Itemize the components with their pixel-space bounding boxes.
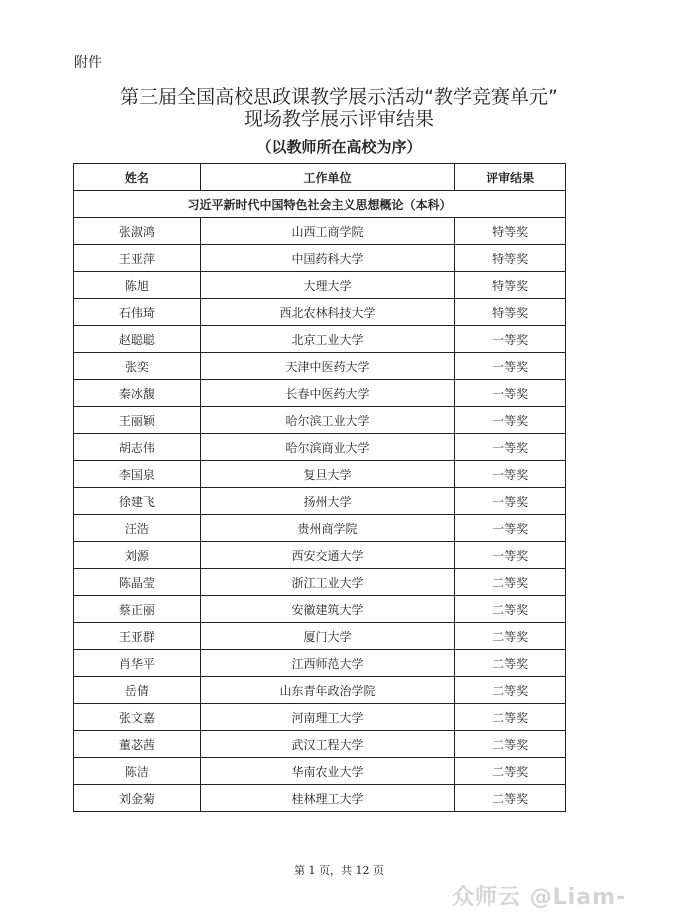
cell-name: 李国泉 bbox=[74, 461, 201, 488]
cell-name: 张淑鸿 bbox=[74, 218, 201, 245]
table-row bbox=[74, 461, 566, 488]
cell-result: 一等奖 bbox=[455, 407, 566, 434]
cell-name: 汪浩 bbox=[74, 515, 201, 542]
table-row bbox=[74, 218, 566, 245]
cell-result: 二等奖 bbox=[455, 650, 566, 677]
page-number: 第 1 页，共 12 页 bbox=[294, 864, 384, 877]
table-row bbox=[74, 677, 566, 704]
cell-result: 特等奖 bbox=[455, 272, 566, 299]
document-title-line2: 现场教学展示评审结果 bbox=[243, 108, 434, 130]
table-row bbox=[74, 569, 566, 596]
table-row bbox=[74, 542, 566, 569]
cell-workplace: 长春中医药大学 bbox=[200, 380, 454, 407]
cell-workplace: 山东青年政治学院 bbox=[200, 677, 454, 704]
cell-result: 二等奖 bbox=[455, 677, 566, 704]
table-header-row bbox=[74, 164, 566, 191]
cell-name: 张奕 bbox=[74, 353, 201, 380]
cell-result: 一等奖 bbox=[455, 542, 566, 569]
header-workplace: 工作单位 bbox=[200, 164, 454, 191]
cell-workplace: 武汉工程大学 bbox=[200, 731, 454, 758]
cell-result: 一等奖 bbox=[455, 461, 566, 488]
table-row bbox=[74, 245, 566, 272]
table-row bbox=[74, 758, 566, 785]
header-result: 评审结果 bbox=[455, 164, 566, 191]
cell-name: 王丽颖 bbox=[74, 407, 201, 434]
cell-result: 二等奖 bbox=[455, 785, 566, 812]
cell-workplace: 桂林理工大学 bbox=[200, 785, 454, 812]
cell-workplace: 扬州大学 bbox=[200, 488, 454, 515]
cell-workplace: 复旦大学 bbox=[200, 461, 454, 488]
cell-result: 特等奖 bbox=[455, 299, 566, 326]
cell-name: 张文嘉 bbox=[74, 704, 201, 731]
cell-result: 二等奖 bbox=[455, 569, 566, 596]
cell-name: 陈晶莹 bbox=[74, 569, 201, 596]
cell-workplace: 山西工商学院 bbox=[200, 218, 454, 245]
results-table bbox=[73, 163, 566, 812]
cell-name: 王亚群 bbox=[74, 623, 201, 650]
cell-name: 陈旭 bbox=[74, 272, 201, 299]
table-row bbox=[74, 623, 566, 650]
section-title: 习近平新时代中国特色社会主义思想概论（本科） bbox=[74, 191, 566, 218]
table-row bbox=[74, 704, 566, 731]
cell-workplace: 贵州商学院 bbox=[200, 515, 454, 542]
cell-result: 二等奖 bbox=[455, 623, 566, 650]
cell-result: 一等奖 bbox=[455, 353, 566, 380]
cell-name: 刘源 bbox=[74, 542, 201, 569]
cell-name: 肖华平 bbox=[74, 650, 201, 677]
cell-workplace: 大理大学 bbox=[200, 272, 454, 299]
cell-workplace: 哈尔滨商业大学 bbox=[200, 434, 454, 461]
cell-name: 秦冰馥 bbox=[74, 380, 201, 407]
table-row bbox=[74, 380, 566, 407]
cell-result: 一等奖 bbox=[455, 488, 566, 515]
cell-result: 二等奖 bbox=[455, 758, 566, 785]
cell-name: 赵聪聪 bbox=[74, 326, 201, 353]
cell-name: 胡志伟 bbox=[74, 434, 201, 461]
cell-workplace: 安徽建筑大学 bbox=[200, 596, 454, 623]
table-row bbox=[74, 515, 566, 542]
section-row bbox=[74, 191, 566, 218]
cell-workplace: 北京工业大学 bbox=[200, 326, 454, 353]
cell-name: 刘金菊 bbox=[74, 785, 201, 812]
cell-name: 蔡正丽 bbox=[74, 596, 201, 623]
cell-result: 二等奖 bbox=[455, 731, 566, 758]
cell-result: 特等奖 bbox=[455, 218, 566, 245]
table-row bbox=[74, 488, 566, 515]
cell-name: 岳倩 bbox=[74, 677, 201, 704]
cell-workplace: 河南理工大学 bbox=[200, 704, 454, 731]
cell-result: 一等奖 bbox=[455, 434, 566, 461]
table-row bbox=[74, 434, 566, 461]
cell-result: 一等奖 bbox=[455, 326, 566, 353]
cell-name: 董苾茜 bbox=[74, 731, 201, 758]
cell-name: 王亚萍 bbox=[74, 245, 201, 272]
table-row bbox=[74, 596, 566, 623]
cell-name: 陈洁 bbox=[74, 758, 201, 785]
cell-workplace: 西北农林科技大学 bbox=[200, 299, 454, 326]
document-title-line1: 第三届全国高校思政课教学展示活动“教学竞赛单元” bbox=[120, 86, 558, 108]
table-row bbox=[74, 299, 566, 326]
cell-result: 一等奖 bbox=[455, 380, 566, 407]
cell-workplace: 天津中医药大学 bbox=[200, 353, 454, 380]
table-row bbox=[74, 326, 566, 353]
cell-name: 石伟琦 bbox=[74, 299, 201, 326]
cell-workplace: 厦门大学 bbox=[200, 623, 454, 650]
cell-result: 特等奖 bbox=[455, 245, 566, 272]
table-row bbox=[74, 272, 566, 299]
watermark: 众师云 @Liam- bbox=[452, 885, 627, 910]
header-name: 姓名 bbox=[74, 164, 201, 191]
table-row bbox=[74, 650, 566, 677]
cell-workplace: 江西师范大学 bbox=[200, 650, 454, 677]
cell-result: 二等奖 bbox=[455, 704, 566, 731]
table-row bbox=[74, 731, 566, 758]
cell-name: 徐建飞 bbox=[74, 488, 201, 515]
cell-workplace: 中国药科大学 bbox=[200, 245, 454, 272]
table-row bbox=[74, 785, 566, 812]
cell-result: 一等奖 bbox=[455, 515, 566, 542]
cell-workplace: 浙江工业大学 bbox=[200, 569, 454, 596]
table-row bbox=[74, 353, 566, 380]
cell-workplace: 华南农业大学 bbox=[200, 758, 454, 785]
document-subtitle: （以教师所在高校为序） bbox=[256, 138, 422, 156]
cell-workplace: 西安交通大学 bbox=[200, 542, 454, 569]
attachment-label: 附件 bbox=[74, 55, 102, 71]
cell-workplace: 哈尔滨工业大学 bbox=[200, 407, 454, 434]
cell-result: 二等奖 bbox=[455, 596, 566, 623]
table-row bbox=[74, 407, 566, 434]
